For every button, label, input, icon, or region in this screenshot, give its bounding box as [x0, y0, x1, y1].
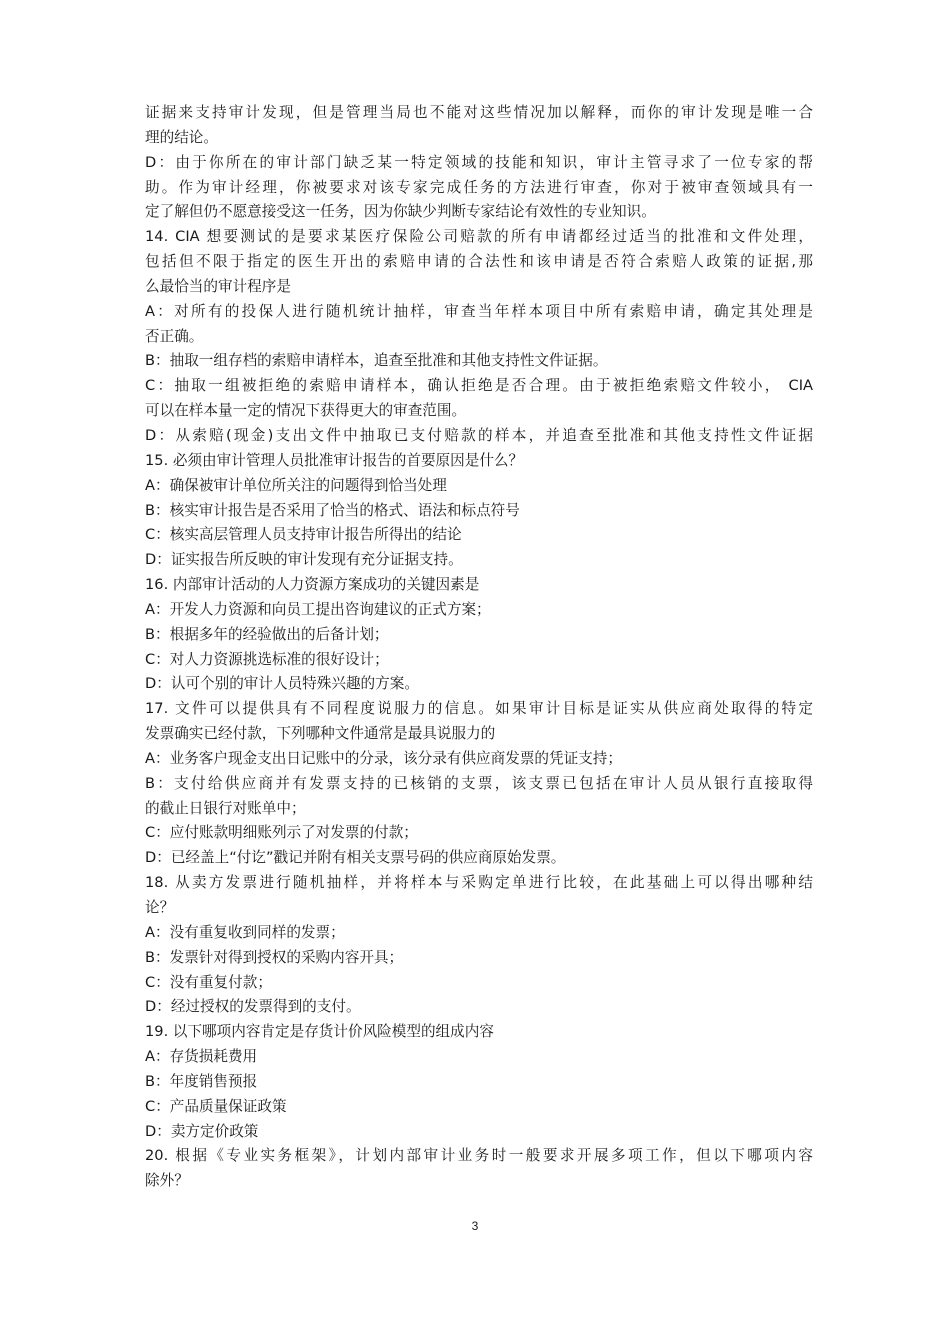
text-line: B：根据多年的经验做出的后备计划； [145, 625, 389, 643]
text-line: A：存货损耗费用 [145, 1048, 258, 1066]
text-line: A：确保被审计单位所关注的问题得到恰当处理 [145, 476, 447, 494]
text-line: D：由于你所在的审计部门缺乏某一特定领域的技能和知识，审计主管寻求了一位专家的帮 [145, 153, 813, 171]
page-number: 3 [471, 1219, 479, 1233]
text-line: B：发票针对得到授权的采购内容开具； [145, 948, 404, 966]
text-line: C：产品质量保证政策 [145, 1097, 287, 1115]
text-line: 发票确实已经付款，下列哪种文件通常是最具说服力的 [145, 725, 496, 743]
text-line: 包括但不限于指定的医生开出的索赔申请的合法性和该申请是否符合索赔人政策的证据,那 [145, 253, 813, 271]
text-line: 14. CIA 想要测试的是要求某医疗保险公司赔款的所有申请都经过适当的批准和文件处理， [145, 228, 813, 246]
text-line: 19. 以下哪项内容肯定是存货计价风险模型的组成内容 [145, 1023, 494, 1041]
text-line: D：认可个别的审计人员特殊兴趣的方案。 [145, 675, 419, 693]
text-line: A：开发人力资源和向员工提出咨询建议的正式方案； [145, 600, 491, 618]
document-body [145, 101, 813, 1194]
text-line: 定了解但仍不愿意接受这一任务，因为你缺少判断专家结论有效性的专业知识。 [145, 203, 656, 221]
text-line: 20. 根据《专业实务框架》，计划内部审计业务时一般要求开展多项工作，但以下哪项内容 [145, 1147, 813, 1165]
text-line: 么最恰当的审计程序是 [145, 277, 291, 295]
text-line: 15. 必须由审计管理人员批准审计报告的首要原因是什么？ [145, 451, 524, 469]
text-line: 助。作为审计经理，你被要求对该专家完成任务的方法进行审查，你对于被审查领域具有一 [145, 178, 813, 196]
text-line: 18. 从卖方发票进行随机抽样，并将样本与采购定单进行比较，在此基础上可以得出哪种结 [145, 874, 813, 892]
text-line: D：经过授权的发票得到的支付。 [145, 998, 361, 1016]
text-line: 除外？ [145, 1172, 189, 1190]
text-line: B：支付给供应商并有发票支持的已核销的支票，该支票已包括在审计人员从银行直接取得 [145, 774, 813, 792]
text-line: D：从索赔(现金)支出文件中抽取已支付赔款的样本，并追查至批准和其他支持性文件证据 [145, 426, 813, 444]
text-line: C：没有重复付款； [145, 973, 272, 991]
text-line: 证据来支持审计发现，但是管理当局也不能对这些情况加以解释，而你的审计发现是唯一合 [145, 104, 813, 121]
text-line: D：卖方定价政策 [145, 1122, 259, 1140]
text-line: 17. 文件可以提供具有不同程度说服力的信息。如果审计目标是证实从供应商处取得的特定 [145, 700, 813, 718]
text-line: 理的结论。 [145, 128, 218, 146]
text-line: A：没有重复收到同样的发票； [145, 923, 345, 941]
text-line: C：抽取一组被拒绝的索赔申请样本，确认拒绝是否合理。由于被拒绝索赔文件较小， CIA [145, 377, 813, 395]
text-line: B：年度销售预报 [145, 1072, 258, 1090]
text-line: B：抽取一组存档的索赔申请样本，追查至批准和其他支持性文件证据。 [145, 352, 608, 370]
text-line: A：对所有的投保人进行随机统计抽样，审查当年样本项目中所有索赔申请，确定其处理是 [145, 302, 813, 320]
text-line: B：核实审计报告是否采用了恰当的格式、语法和标点符号 [145, 501, 520, 519]
text-line: C：应付账款明细账列示了对发票的付款； [145, 824, 418, 842]
text-line: 16. 内部审计活动的人力资源方案成功的关键因素是 [145, 576, 480, 594]
text-line: 否正确。 [145, 327, 204, 345]
text-line: A：业务客户现金支出日记账中的分录，该分录有供应商发票的凭证支持； [145, 749, 622, 767]
text-line: C：核实高层管理人员支持审计报告所得出的结论 [145, 526, 462, 544]
text-line: C：对人力资源挑选标准的很好设计； [145, 650, 389, 668]
text-line: 论？ [145, 899, 175, 916]
text-line: 的截止日银行对账单中； [145, 799, 306, 817]
text-line: D：已经盖上“付讫”戳记并附有相关支票号码的供应商原始发票。 [145, 849, 566, 867]
text-line: 可以在样本量一定的情况下获得更大的审查范围。 [145, 402, 467, 420]
text-line: D：证实报告所反映的审计发现有充分证据支持。 [145, 551, 463, 569]
